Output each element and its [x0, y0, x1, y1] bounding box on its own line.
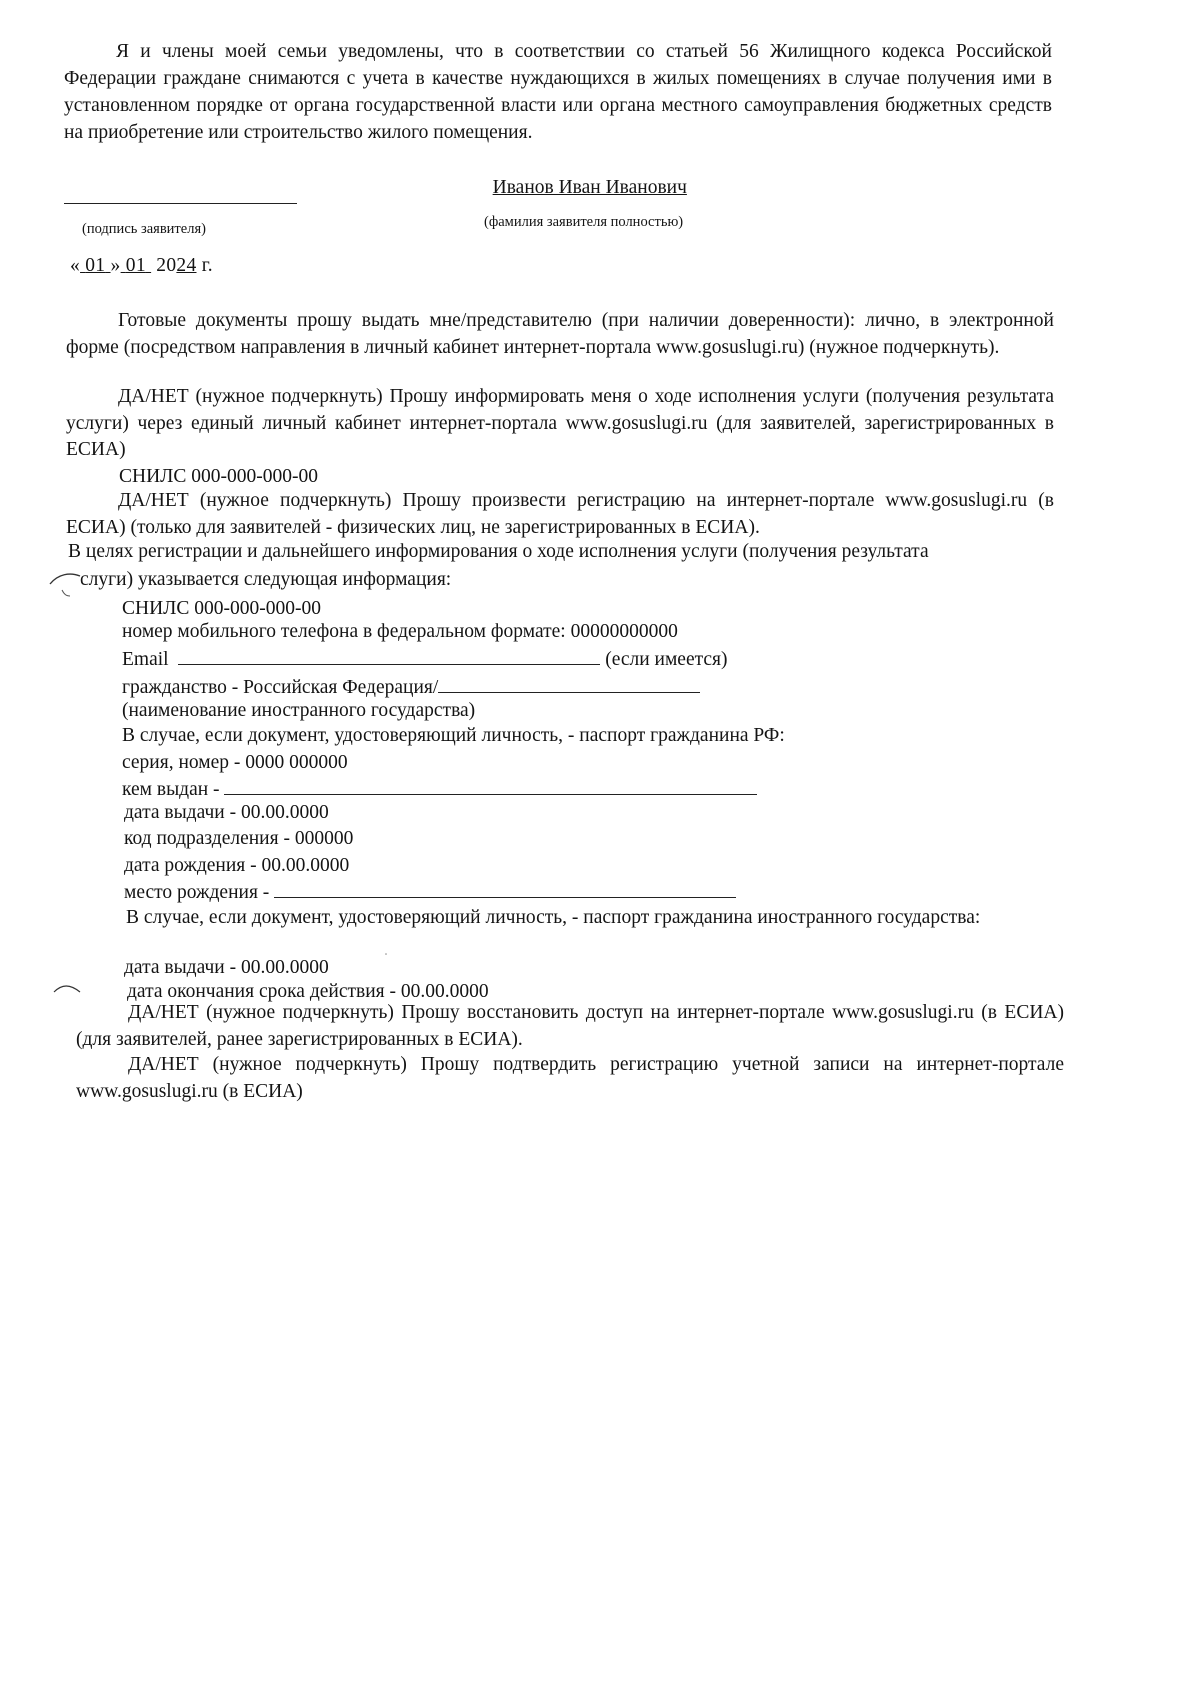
pen-mark-2: [48, 978, 88, 1000]
date-close-quote: »: [110, 255, 121, 276]
date-day-field: [80, 255, 110, 276]
series-number-line: серия, номер - 0000 000000: [122, 752, 348, 773]
applicant-name: Иванов Иван Иванович: [492, 177, 687, 198]
email-line: [122, 648, 728, 671]
citizenship-line: [122, 676, 700, 699]
confirm-registration-paragraph: ДА/НЕТ (нужное подчеркнуть) Прошу подтвердить регистрацию учетной записи на интернет-портале www.gosuslugi.ru (в ЕСИА): [76, 1054, 1064, 1102]
email-blank: [178, 648, 600, 665]
email-label: Email: [122, 649, 169, 670]
date-day: 01: [85, 255, 106, 276]
foreign-passport-header: В случае, если документ, удостоверяющий личность, - паспорт гражданина иностранного государства:: [126, 907, 981, 928]
division-code-line: код подразделения - 000000: [124, 828, 354, 849]
register-paragraph: ДА/НЕТ (нужное подчеркнуть) Прошу произвести регистрацию на интернет-портале www.gosuslugi.ru (в ЕСИА) (только для заявителей - физических лиц, не зарегистрированных в ЕСИА).: [66, 490, 1054, 538]
snils-line-2: СНИЛС 000-000-000-00: [122, 598, 322, 619]
signature-caption: (подпись заявителя): [82, 221, 206, 237]
rf-passport-header: В случае, если документ, удостоверяющий личность, - паспорт гражданина РФ:: [122, 725, 785, 746]
phone-line: номер мобильного телефона в федеральном формате: 00000000000: [122, 621, 678, 642]
foreign-issue-date-line: дата выдачи - 00.00.0000: [124, 957, 329, 978]
register-info-line-2: слуги) указывается следующая информация:: [80, 569, 452, 590]
foreign-state-note: (наименование иностранного государства): [122, 700, 476, 721]
date-month-field: [121, 255, 151, 276]
birth-place-label: место рождения -: [124, 882, 270, 903]
issued-by-blank: [224, 778, 757, 795]
date-suffix: г.: [201, 255, 213, 276]
citizenship-blank: [438, 676, 700, 693]
docs-delivery-paragraph: Готовые документы прошу выдать мне/представителю (при наличии доверенности): лично, в электронной форме (посредством направления в личный кабинет интернет-портала www.gosuslugi.ru) (нужное подчеркнуть).: [66, 310, 1054, 358]
signature-date: [70, 255, 213, 277]
inform-paragraph: ДА/НЕТ (нужное подчеркнуть) Прошу информировать меня о ходе исполнения услуги (получения результата услуги) через единый личный кабинет интернет-портала www.gosuslugi.ru (для заявителей, зарегистрированных в ЕСИА): [66, 386, 1054, 460]
date-year-suffix: 24: [176, 255, 197, 276]
birth-place-blank: [274, 881, 736, 898]
birth-place-line: [124, 881, 736, 904]
restore-access-paragraph: ДА/НЕТ (нужное подчеркнуть) Прошу восстановить доступ на интернет-портале www.gosuslugi.ru (в ЕСИА) (для заявителей, ранее зарегистрированных в ЕСИА).: [76, 1002, 1064, 1050]
applicant-name-caption: (фамилия заявителя полностью): [484, 214, 684, 230]
signature-line: [64, 203, 297, 204]
scan-dot: [380, 948, 392, 960]
date-month: 01: [125, 255, 146, 276]
pen-mark-1: [40, 560, 90, 600]
issue-date-line: дата выдачи - 00.00.0000: [124, 802, 329, 823]
date-year-prefix: 20: [156, 255, 177, 276]
email-note: (если имеется): [605, 649, 728, 670]
foreign-expiry-date-line: дата окончания срока действия - 00.00.0000: [127, 981, 489, 1002]
date-open-quote: «: [70, 255, 81, 276]
notice-paragraph: Я и члены моей семьи уведомлены, что в соответствии со статьей 56 Жилищного кодекса Российской Федерации граждане снимаются с учета в качестве нуждающихся в жилых помещениях в случае получения ими в установленном порядке от органа государственной власти или органа местного самоуправления бюджетных средств на приобретение или строительство жилого помещения.: [64, 41, 1052, 143]
register-info-line-1: В целях регистрации и дальнейшего информирования о ходе исполнения услуги (получения результата: [68, 541, 929, 562]
snils-line-1: СНИЛС 000-000-000-00: [119, 466, 319, 487]
issued-by-line: [122, 778, 757, 801]
applicant-name-field: [478, 177, 706, 199]
citizenship-text: гражданство - Российская Федерация/: [122, 677, 439, 698]
birth-date-line: дата рождения - 00.00.0000: [124, 855, 350, 876]
issued-by-label: кем выдан -: [122, 779, 220, 800]
